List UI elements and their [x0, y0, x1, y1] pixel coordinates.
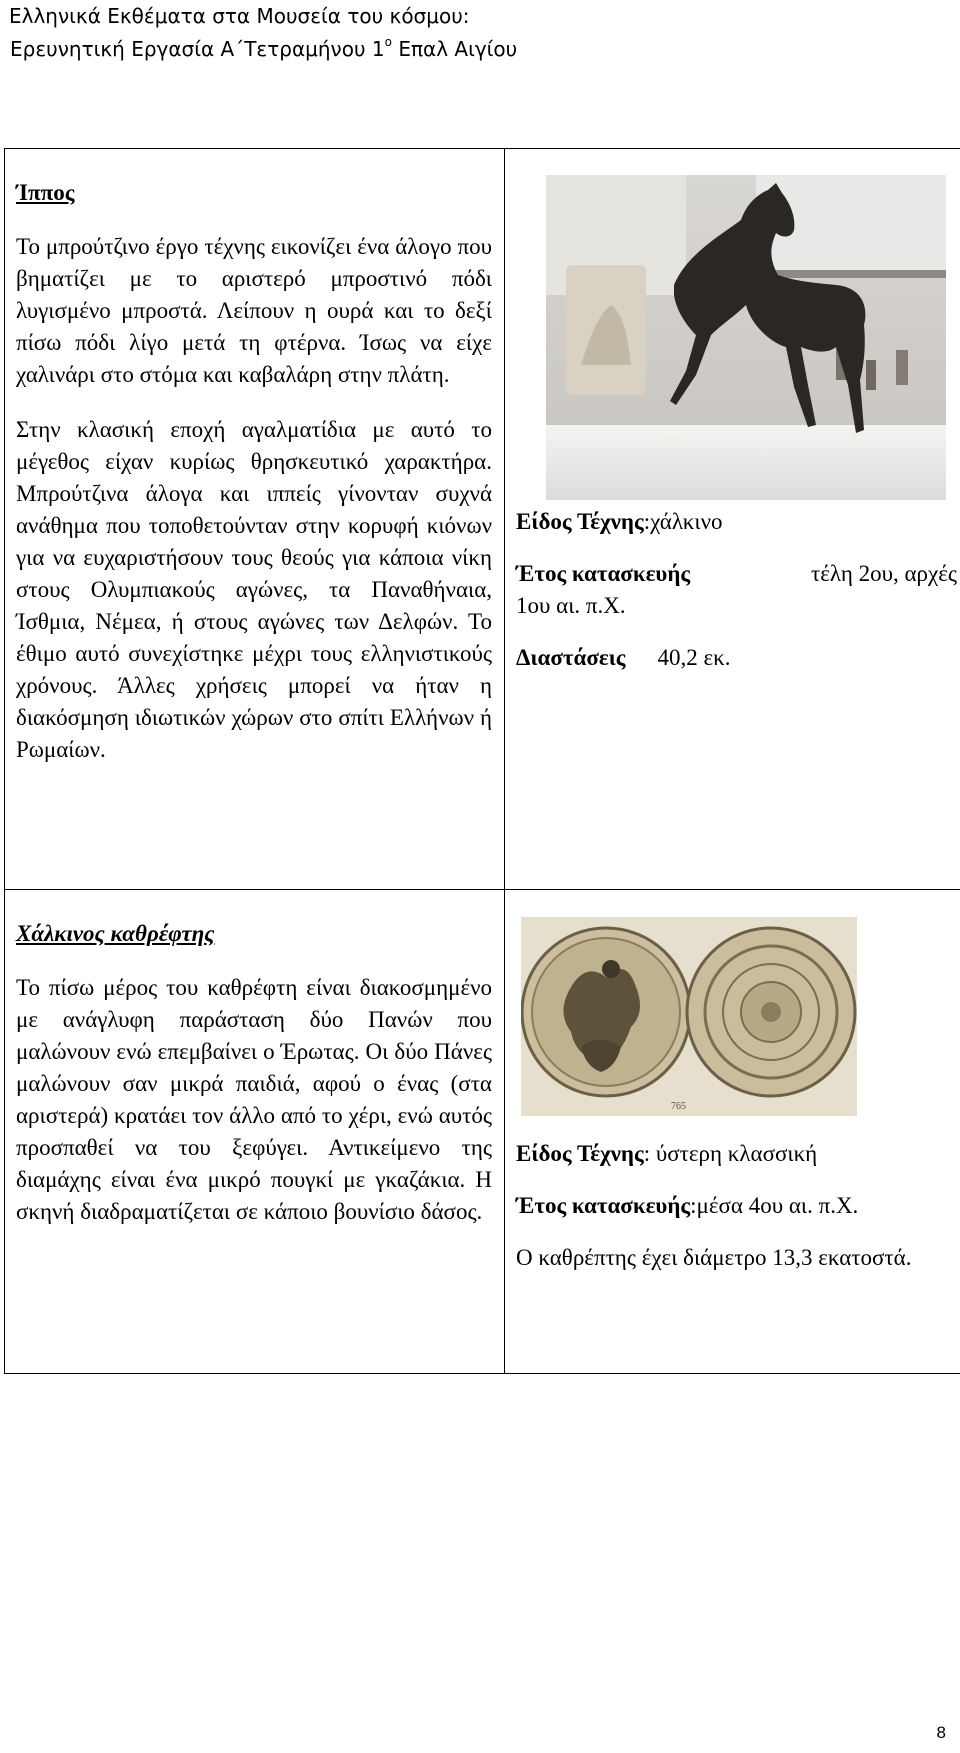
horse-text-cell — [5, 149, 505, 890]
horse-paragraph-2: Στην κλασική εποχή αγαλματίδια με αυτό το μέγεθος είχαν κυρίως θρησκευτικό χαρακτήρα. Μπρούτζινα άλογα και ιππείς γίνονταν συχνά ανάθημα που τοποθετούνταν στην κορυφή κιόνων για να ευχαριστήσουν τους θεούς για κάποια νίκη στους Ολυμπιακούς αγώνες, τα Παναθήναια, Ίσθμια, Νέμεα, ή στους αγώνες των Δελφών. Το έθιμο αυτό συνεχίστηκε μέχρι τους ελληνιστικούς χρόνους. Άλλες χρήσεις μπορεί να ήταν η διακόσμηση ιδιωτικών χώρων στο σπίτι Ελλήνων ή Ρωμαίων. — [16, 417, 492, 762]
exhibit-table — [4, 148, 960, 1374]
mirror-year-value: :μέσα 4ου αι. π.Χ. — [690, 1193, 859, 1218]
mirror-info-cell — [505, 890, 960, 1374]
horse-art-type-label: Είδος Τέχνης — [516, 509, 644, 534]
horse-dimensions-value: 40,2 εκ. — [657, 645, 731, 670]
mirror-photo — [521, 917, 857, 1116]
header-line-1: Ελληνικά Εκθέματα στα Μουσεία του κόσμου: — [9, 4, 470, 28]
page-number: 8 — [936, 1723, 946, 1742]
mirror-art-type-label: Είδος Τέχνης — [516, 1141, 644, 1166]
page-header — [9, 0, 517, 66]
horse-info-cell — [505, 149, 960, 890]
mirror-diameter: Ο καθρέπτης έχει διάμετρο 13,3 εκατοστά. — [516, 1245, 912, 1270]
horse-year — [516, 558, 957, 622]
horse-year-value-continued: 1ου αι. π.Χ. — [516, 593, 626, 618]
header-line-2-suffix: Επαλ Αιγίου — [391, 37, 518, 61]
horse-dimensions-label: Διαστάσεις — [516, 645, 626, 670]
horse-art-type — [516, 506, 957, 538]
horse-title: Ίππος — [16, 180, 75, 205]
horse-art-type-value: :χάλκινο — [643, 509, 723, 534]
mirror-art-type — [516, 1138, 957, 1170]
mirror-row — [5, 890, 960, 1374]
horse-paragraph-1: Το μπρούτζινο έργο τέχνης εικονίζει ένα άλογο που βηματίζει με το αριστερό μπροστινό πόδι λυγισμένο μπροστά. Λείπουν η ουρά και το δεξί πίσω πόδι λίγο μετά τη φτέρνα. Ίσως να είχε χαλινάρι στο στόμα και καβαλάρη στην πλάτη. — [16, 234, 492, 387]
header-superscript: ο — [384, 35, 392, 50]
mirror-text-cell — [5, 890, 505, 1374]
horse-year-value: τέλη 2ου, αρχές — [810, 561, 957, 586]
mirror-year — [516, 1190, 957, 1222]
mirror-paragraph: Το πίσω μέρος του καθρέφτη είναι διακοσμημένο με ανάγλυφη παράσταση δύο Πανών που μαλώνουν ενώ επεμβαίνει ο Έρωτας. Οι δύο Πάνες μαλώνουν σαν μικρά παιδιά, αφού ο ένας (στα αριστερά) κρατάει τον άλλο από το χέρι, ενώ αυτός προσπαθεί να του ξεφύγει. Αντικείμενο της διαμάχης είναι ένα μικρό πουγκί με γκαζάκια. Η σκηνή διαδραματίζεται σε κάποιο βουνίσιο δάσος. — [16, 975, 492, 1224]
horse-row — [5, 149, 960, 890]
header-line-2 — [9, 33, 517, 66]
horse-dimensions — [516, 642, 957, 674]
mirror-year-label: Έτος κατασκευής — [516, 1193, 691, 1218]
mirror-title: Χάλκινος καθρέφτης — [16, 921, 215, 946]
horse-year-label: Έτος κατασκευής — [516, 561, 691, 586]
horse-photo — [546, 175, 946, 500]
mirror-art-type-value: : ύστερη κλασσική — [643, 1141, 818, 1166]
mirror-photo-caption: 765 — [671, 1101, 686, 1112]
header-line-2-text: Ερευνητική Εργασία Α΄Τετραμήνου 1 — [10, 37, 385, 61]
